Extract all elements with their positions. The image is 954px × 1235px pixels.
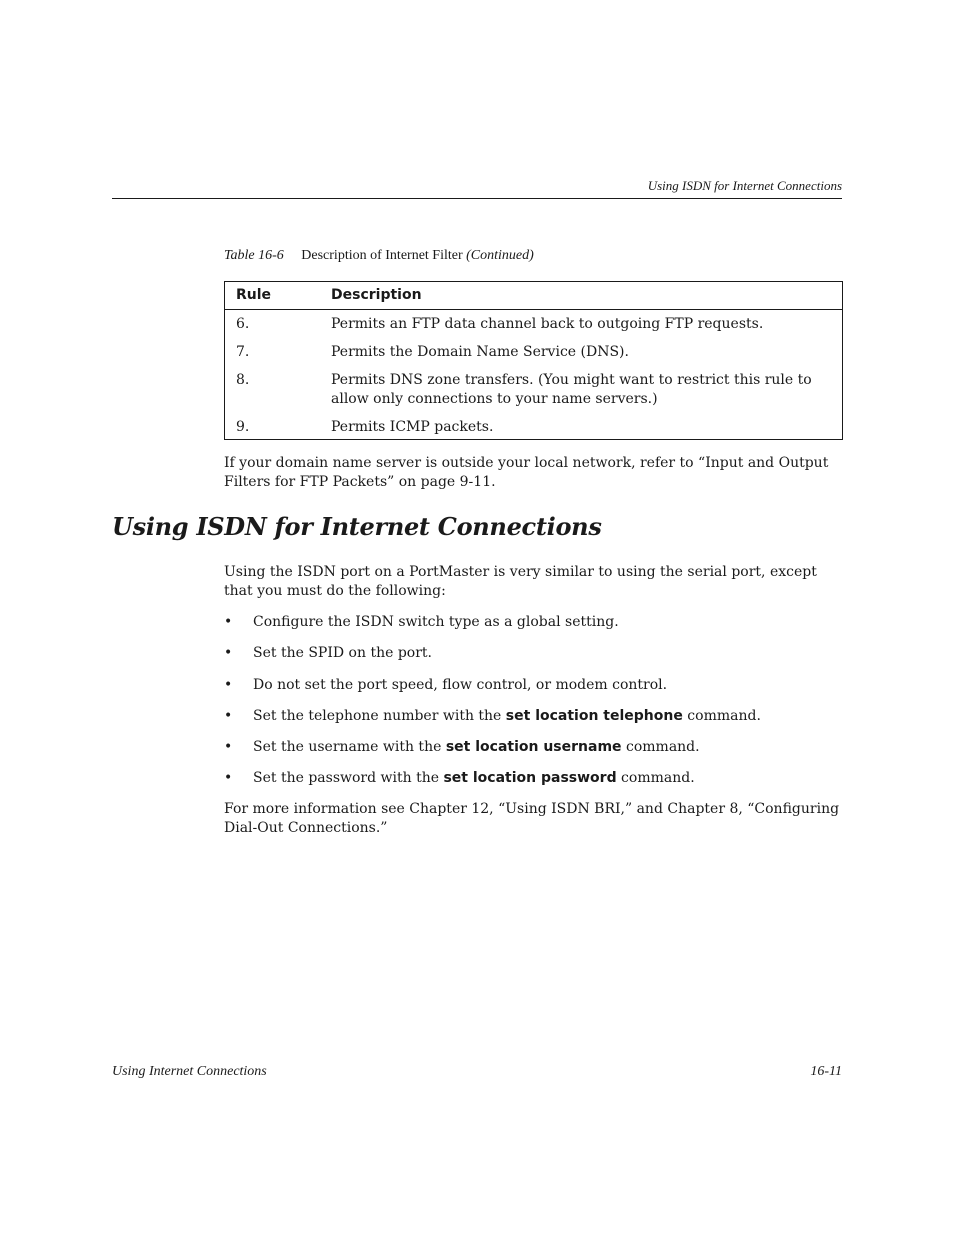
rule-number: 8. — [236, 372, 250, 388]
command-text: set location telephone — [505, 708, 683, 724]
bullet-icon: • — [224, 708, 233, 724]
table-caption — [224, 248, 534, 264]
list-item-text: Configure the ISDN switch type as a global setting. — [253, 614, 619, 630]
bullet-icon: • — [224, 614, 233, 630]
list-item-text-suffix: command. — [621, 739, 700, 755]
closing-paragraph: For more information see Chapter 12, “Using ISDN BRI,” and Chapter 8, “Configuring Dial-Out Connections.” — [224, 801, 840, 836]
list-item-text-suffix: command. — [682, 708, 761, 724]
table-number: Table 16-6 — [224, 248, 284, 263]
table-title: Description of Internet Filter — [301, 248, 463, 263]
filter-table — [224, 281, 843, 440]
column-header-description: Description — [331, 287, 422, 303]
command-text: set location password — [443, 770, 617, 786]
bullet-icon: • — [224, 739, 233, 755]
bullet-icon: • — [224, 677, 233, 693]
header-rule — [112, 198, 842, 199]
page-number: 16-11 — [810, 1064, 842, 1079]
bullet-icon: • — [224, 645, 233, 661]
list-item-text: Do not set the port speed, flow control, or modem control. — [253, 677, 668, 693]
rule-description: Permits an FTP data channel back to outgoing FTP requests. — [331, 316, 764, 332]
dns-note-paragraph: If your domain name server is outside your local network, refer to “Input and Output Filters for FTP Packets” on page 9-11. — [224, 455, 829, 490]
bullet-icon: • — [224, 770, 233, 786]
rule-number: 6. — [236, 316, 250, 332]
command-text: set location username — [445, 739, 622, 755]
column-header-rule: Rule — [236, 287, 272, 303]
footer-chapter-title: Using Internet Connections — [112, 1064, 267, 1079]
list-item-text-suffix: command. — [616, 770, 695, 786]
table-continued: (Continued) — [466, 248, 534, 263]
list-item-text: Set the password with the — [253, 770, 444, 786]
running-header: Using ISDN for Internet Connections — [647, 178, 842, 193]
list-item-text: Set the telephone number with the — [253, 708, 506, 724]
rule-description: Permits ICMP packets. — [331, 419, 494, 435]
list-item-text: Set the username with the — [253, 739, 446, 755]
rule-description: Permits DNS zone transfers. (You might want to restrict this rule to allow only connections to your name servers.) — [331, 372, 812, 407]
section-title: Using ISDN for Internet Connections — [112, 512, 602, 541]
list-item-text: Set the SPID on the port. — [253, 645, 432, 661]
rule-number: 9. — [236, 419, 250, 435]
rule-number: 7. — [236, 344, 250, 360]
section-intro-paragraph: Using the ISDN port on a PortMaster is very similar to using the serial port, except that you must do the following: — [224, 564, 817, 599]
rule-description: Permits the Domain Name Service (DNS). — [331, 344, 629, 360]
table-header-row — [225, 282, 842, 310]
